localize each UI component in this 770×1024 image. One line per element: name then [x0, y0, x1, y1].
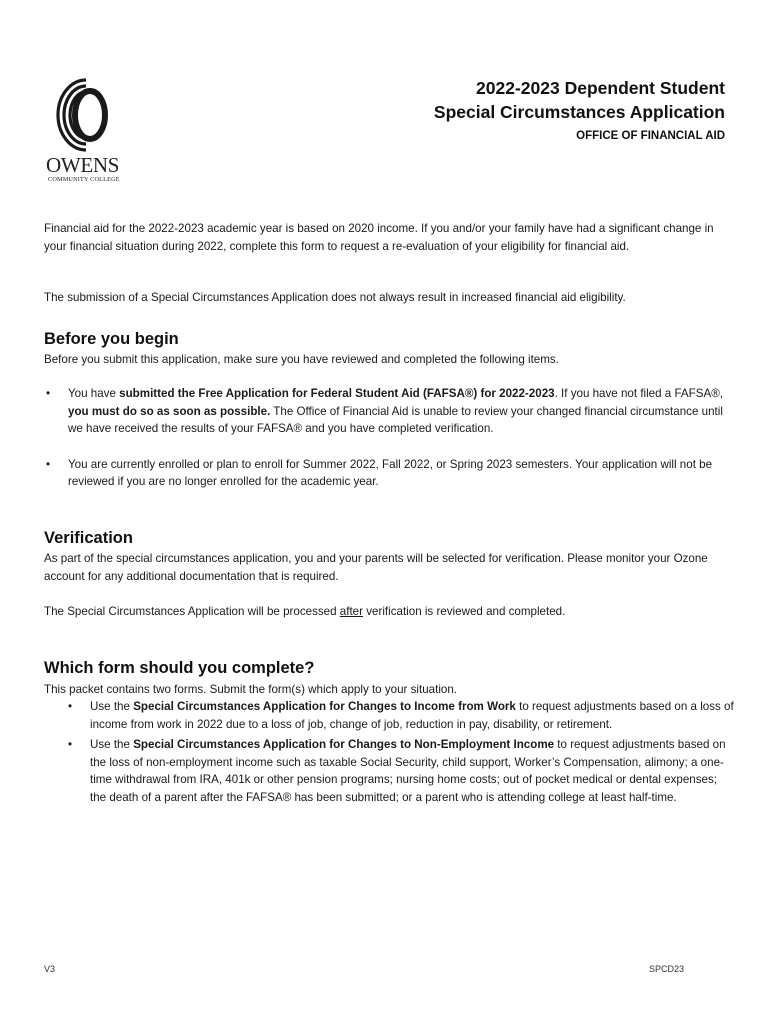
item-text: to request adjustments based on a loss of income from work in 2022 due to a loss of job, change of job, reduction in pay, disability, or retirement. — [90, 700, 734, 731]
verification-heading: Verification — [44, 529, 133, 547]
item-text: Use the — [90, 738, 134, 751]
document-title-block — [434, 76, 725, 142]
office-name: OFFICE OF FINANCIAL AID — [576, 130, 725, 142]
note-text: The Special Circumstances Application will be processed — [44, 605, 340, 618]
owens-o-emblem-icon — [46, 76, 116, 154]
item-text: You have — [68, 387, 120, 400]
verification-paragraph: As part of the special circumstances application, you and your parents will be selected for verification. Please monitor your Ozone account for any additional documentation that is required. — [44, 552, 708, 583]
intro-disclaimer: The submission of a Special Circumstances Application does not always result in increased financial aid eligibility. — [44, 291, 626, 304]
footer-version: V3 — [44, 964, 56, 974]
list-item — [44, 385, 734, 438]
title-line-2: Special Circumstances Application — [433, 102, 725, 122]
bullet-icon: • — [46, 457, 51, 471]
logo-wordmark: OWENS — [46, 153, 120, 177]
which-form-lead: This packet contains two forms. Submit the form(s) which apply to your situation. — [44, 683, 458, 696]
item-bold-text: submitted the Free Application for Federal Student Aid (FAFSA®) for 2022-2023 — [119, 387, 555, 400]
verification-processing-note — [44, 603, 734, 621]
item-bold-text: Special Circumstances Application for Changes to Income from Work — [133, 700, 516, 713]
title-line-1: 2022-2023 Dependent Student — [476, 78, 725, 98]
which-form-heading: Which form should you complete? — [44, 659, 315, 677]
item-bold-text: Special Circumstances Application for Changes to Non-Employment Income — [133, 738, 555, 751]
intro-paragraph: Financial aid for the 2022-2023 academic year is based on 2020 income. If you and/or your family have had a significant change in your financial situation during 2022, complete this form to request a re-evaluation of your eligibility for financial aid. — [44, 222, 714, 253]
item-text: . If you have not filed a FAFSA®, — [554, 387, 723, 400]
bullet-icon: • — [68, 700, 73, 713]
note-text: verification is reviewed and completed. — [363, 605, 566, 618]
footer-form-code: SPCD23 — [648, 964, 684, 974]
logo-subtitle: COMMUNITY COLLEGE — [48, 176, 120, 183]
item-bold-text: you must do so as soon as possible. — [68, 404, 271, 418]
note-underlined-text: after — [339, 605, 363, 618]
before-lead: Before you submit this application, make sure you have reviewed and completed the following items. — [44, 353, 559, 366]
bullet-icon: • — [46, 387, 51, 400]
before-heading: Before you begin — [44, 330, 179, 348]
owens-logo — [46, 76, 126, 186]
item-text: The Office of Financial Aid is unable to review your changed financial circumstance until we have received the results of your FAFSA® and you have completed verification. — [68, 404, 723, 435]
before-list — [44, 385, 734, 491]
bullet-icon: • — [68, 738, 73, 751]
item-text: You are currently enrolled or plan to enroll for Summer 2022, Fall 2022, or Spring 2023 semesters. Your application will not be reviewed if you are no longer enrolled for the academic year. — [68, 457, 713, 488]
list-item — [44, 698, 734, 733]
which-form-list — [44, 698, 734, 806]
list-item — [44, 736, 734, 806]
list-item — [44, 456, 734, 491]
item-text: Use the — [90, 700, 134, 713]
item-text: to request adjustments based on the loss of non-employment income such as taxable Social Security, child support, Worker’s Compensation, alimony; a one-time withdrawal from IRA, 401k or other pension programs; nursing home costs; out of pocket medical or dental expenses; the death of a parent after the FAFSA® has been submitted; or a parent who is attending college at least half-time. — [90, 738, 726, 804]
